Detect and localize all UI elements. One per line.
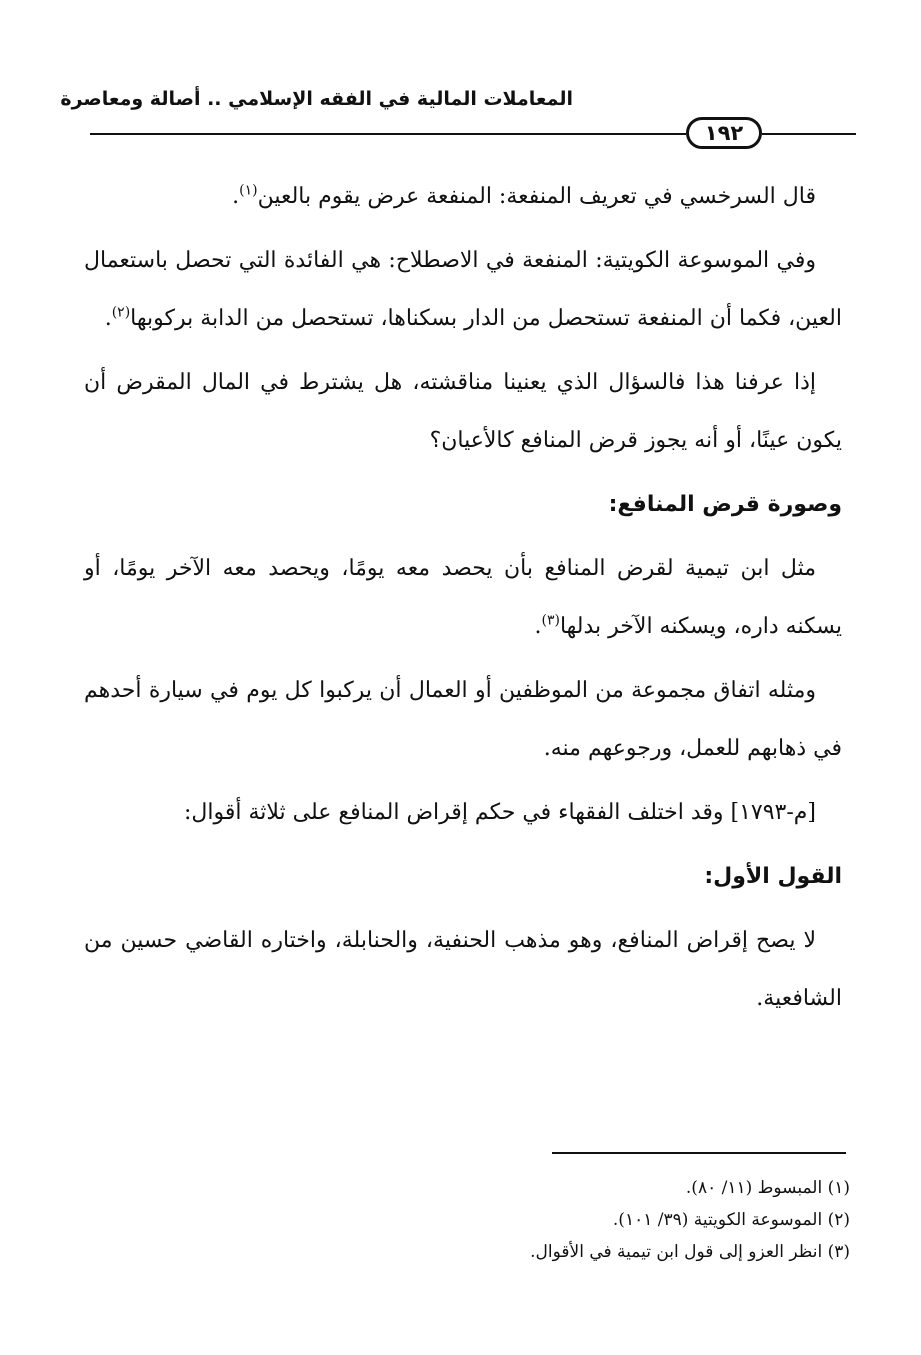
- running-header-title: المعاملات المالية في الفقه الإسلامي .. أصالة ومعاصرة: [60, 88, 573, 110]
- paragraph-end: .: [534, 614, 542, 639]
- footnote-2: (٢) الموسوعة الكويتية (٣٩/ ١٠١).: [612, 1210, 850, 1230]
- paragraph-first-opinion: لا يصح إقراض المنافع، وهو مذهب الحنفية، والحنابلة، واختاره القاضي حسين من الشافعية.: [84, 928, 842, 1011]
- footnote-3: (٣) انظر العزو إلى قول ابن تيمية في الأقوال.: [530, 1242, 850, 1262]
- paragraph-text: وفي الموسوعة الكويتية: المنفعة في الاصطلاح: هي الفائدة التي تحصل باستعمال العين، فكما أن المنفعة تستحصل من الدار بسكناها، تستحصل من الدابة بركوبها: [84, 248, 842, 331]
- paragraph-carpool-example: ومثله اتفاق مجموعة من الموظفين أو العمال أن يركبوا كل يوم في سيارة أحدهم في ذهابهم للعمل، ورجوعهم منه.: [84, 678, 842, 761]
- header-rule-right: [762, 133, 856, 135]
- paragraph-end: .: [232, 184, 240, 209]
- page-number-badge: ١٩٢: [686, 117, 762, 149]
- paragraph-question: إذا عرفنا هذا فالسؤال الذي يعنينا مناقشته، هل يشترط في المال المقرض أن يكون عينًا، أو أنه يجوز قرض المنافع كالأعيان؟: [84, 370, 842, 453]
- paragraph-sarakhsi-definition: [84, 168, 842, 226]
- footnote-ref-1: (١): [239, 182, 258, 199]
- footnote-ref-2: (٢): [111, 304, 131, 321]
- paragraph-text: مثل ابن تيمية لقرض المنافع بأن يحصد معه يومًا، ويحصد معه الآخر يومًا، أو يسكنه داره، ويسكنه الآخر بدلها: [84, 556, 842, 639]
- footnote-1: (١) المبسوط (١١/ ٨٠).: [685, 1178, 850, 1198]
- footnotes: [300, 1172, 850, 1268]
- footnote-divider: [552, 1152, 846, 1154]
- header-rule-left: [90, 133, 686, 135]
- paragraph-ibn-taymiyya-example: [84, 540, 842, 656]
- heading-first-opinion: القول الأول:: [704, 864, 842, 889]
- paragraph-end: .: [104, 306, 112, 331]
- footnote-ref-3: (٣): [541, 612, 560, 629]
- paragraph-text: قال السرخسي في تعريف المنفعة: المنفعة عرض يقوم بالعين: [257, 184, 816, 209]
- heading-loan-of-benefits: وصورة قرض المنافع:: [608, 492, 842, 517]
- main-text: [84, 168, 842, 1034]
- paragraph-kuwaiti-encyclopedia: [84, 232, 842, 348]
- paragraph-disagreement: [م-١٧٩٣] وقد اختلف الفقهاء في حكم إقراض المنافع على ثلاثة أقوال:: [183, 800, 816, 825]
